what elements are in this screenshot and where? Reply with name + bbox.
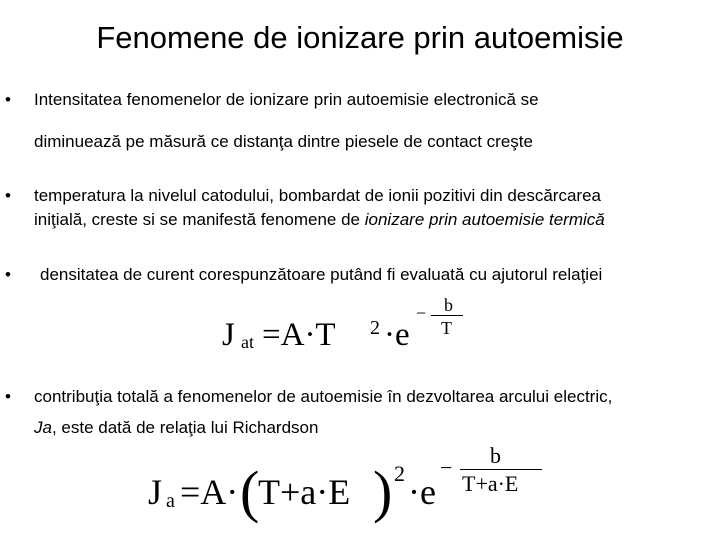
formula-2-inner: T+a·E: [258, 472, 351, 512]
bullet-1-line-1: Intensitatea fenomenelor de ionizare prin autoemisie electronică se: [34, 90, 539, 109]
formula-1-numerator: b: [444, 295, 453, 315]
formula-2-J: J: [148, 472, 163, 512]
bullet-1-line-2: diminuează pe măsură ce distanţa dintre piesele de contact creşte: [34, 132, 533, 151]
formula-2-right-paren: ): [373, 459, 393, 524]
formula-1-exponent: 2: [370, 317, 380, 339]
slide-title: Fenomene de ionizare prin autoemisie: [96, 20, 624, 55]
bullet-2-line-2: [34, 208, 718, 232]
bullet-2-text: iniţială, creste si se manifestă fenomene de: [34, 210, 365, 229]
bullet-marker: •: [5, 265, 11, 284]
formula-2-numerator: b: [490, 443, 501, 468]
bullet-4-line-2: [34, 416, 718, 440]
bullet-2-line-1: temperatura la nivelul catodului, bombardat de ionii pozitivi din descărcarea: [34, 186, 601, 205]
formula-1-minus: −: [416, 303, 427, 323]
bullet-marker: •: [5, 387, 11, 406]
formula-1-exp-base: ·e: [384, 317, 410, 353]
formula-1-subscript: at: [241, 332, 254, 352]
formula-1-body: =A·T: [262, 317, 336, 353]
fraction-bar: [431, 315, 463, 316]
bullet-marker: •: [5, 186, 11, 205]
formula-2-exp-base: ·e: [408, 472, 436, 512]
fraction-bar: [460, 469, 542, 470]
formula-2-subscript: a: [166, 490, 175, 512]
formula-2-left-paren: (: [240, 459, 260, 524]
formula-1-J: J: [222, 317, 235, 353]
bullet-4-text: , este dată de relaţia lui Richardson: [51, 418, 319, 437]
formula-2-body: =A·: [180, 472, 239, 512]
variable-Ja: Ja: [34, 418, 52, 437]
bullet-2-emphasis: ionizare prin autoemisie termică: [364, 210, 605, 229]
formula-2-minus: −: [440, 455, 453, 480]
bullet-3-text: densitatea de curent corespunzătoare putând fi evaluată cu ajutorul relaţiei: [40, 265, 603, 284]
bullet-marker: •: [5, 90, 11, 109]
formula-2-denominator: T+a·E: [462, 471, 519, 496]
formula-1-denominator: T: [441, 318, 452, 338]
formula-2-exponent: 2: [394, 461, 405, 486]
bullet-4-line-1: contribuţia totală a fenomenelor de autoemisie în dezvoltarea arcului electric,: [34, 387, 613, 406]
